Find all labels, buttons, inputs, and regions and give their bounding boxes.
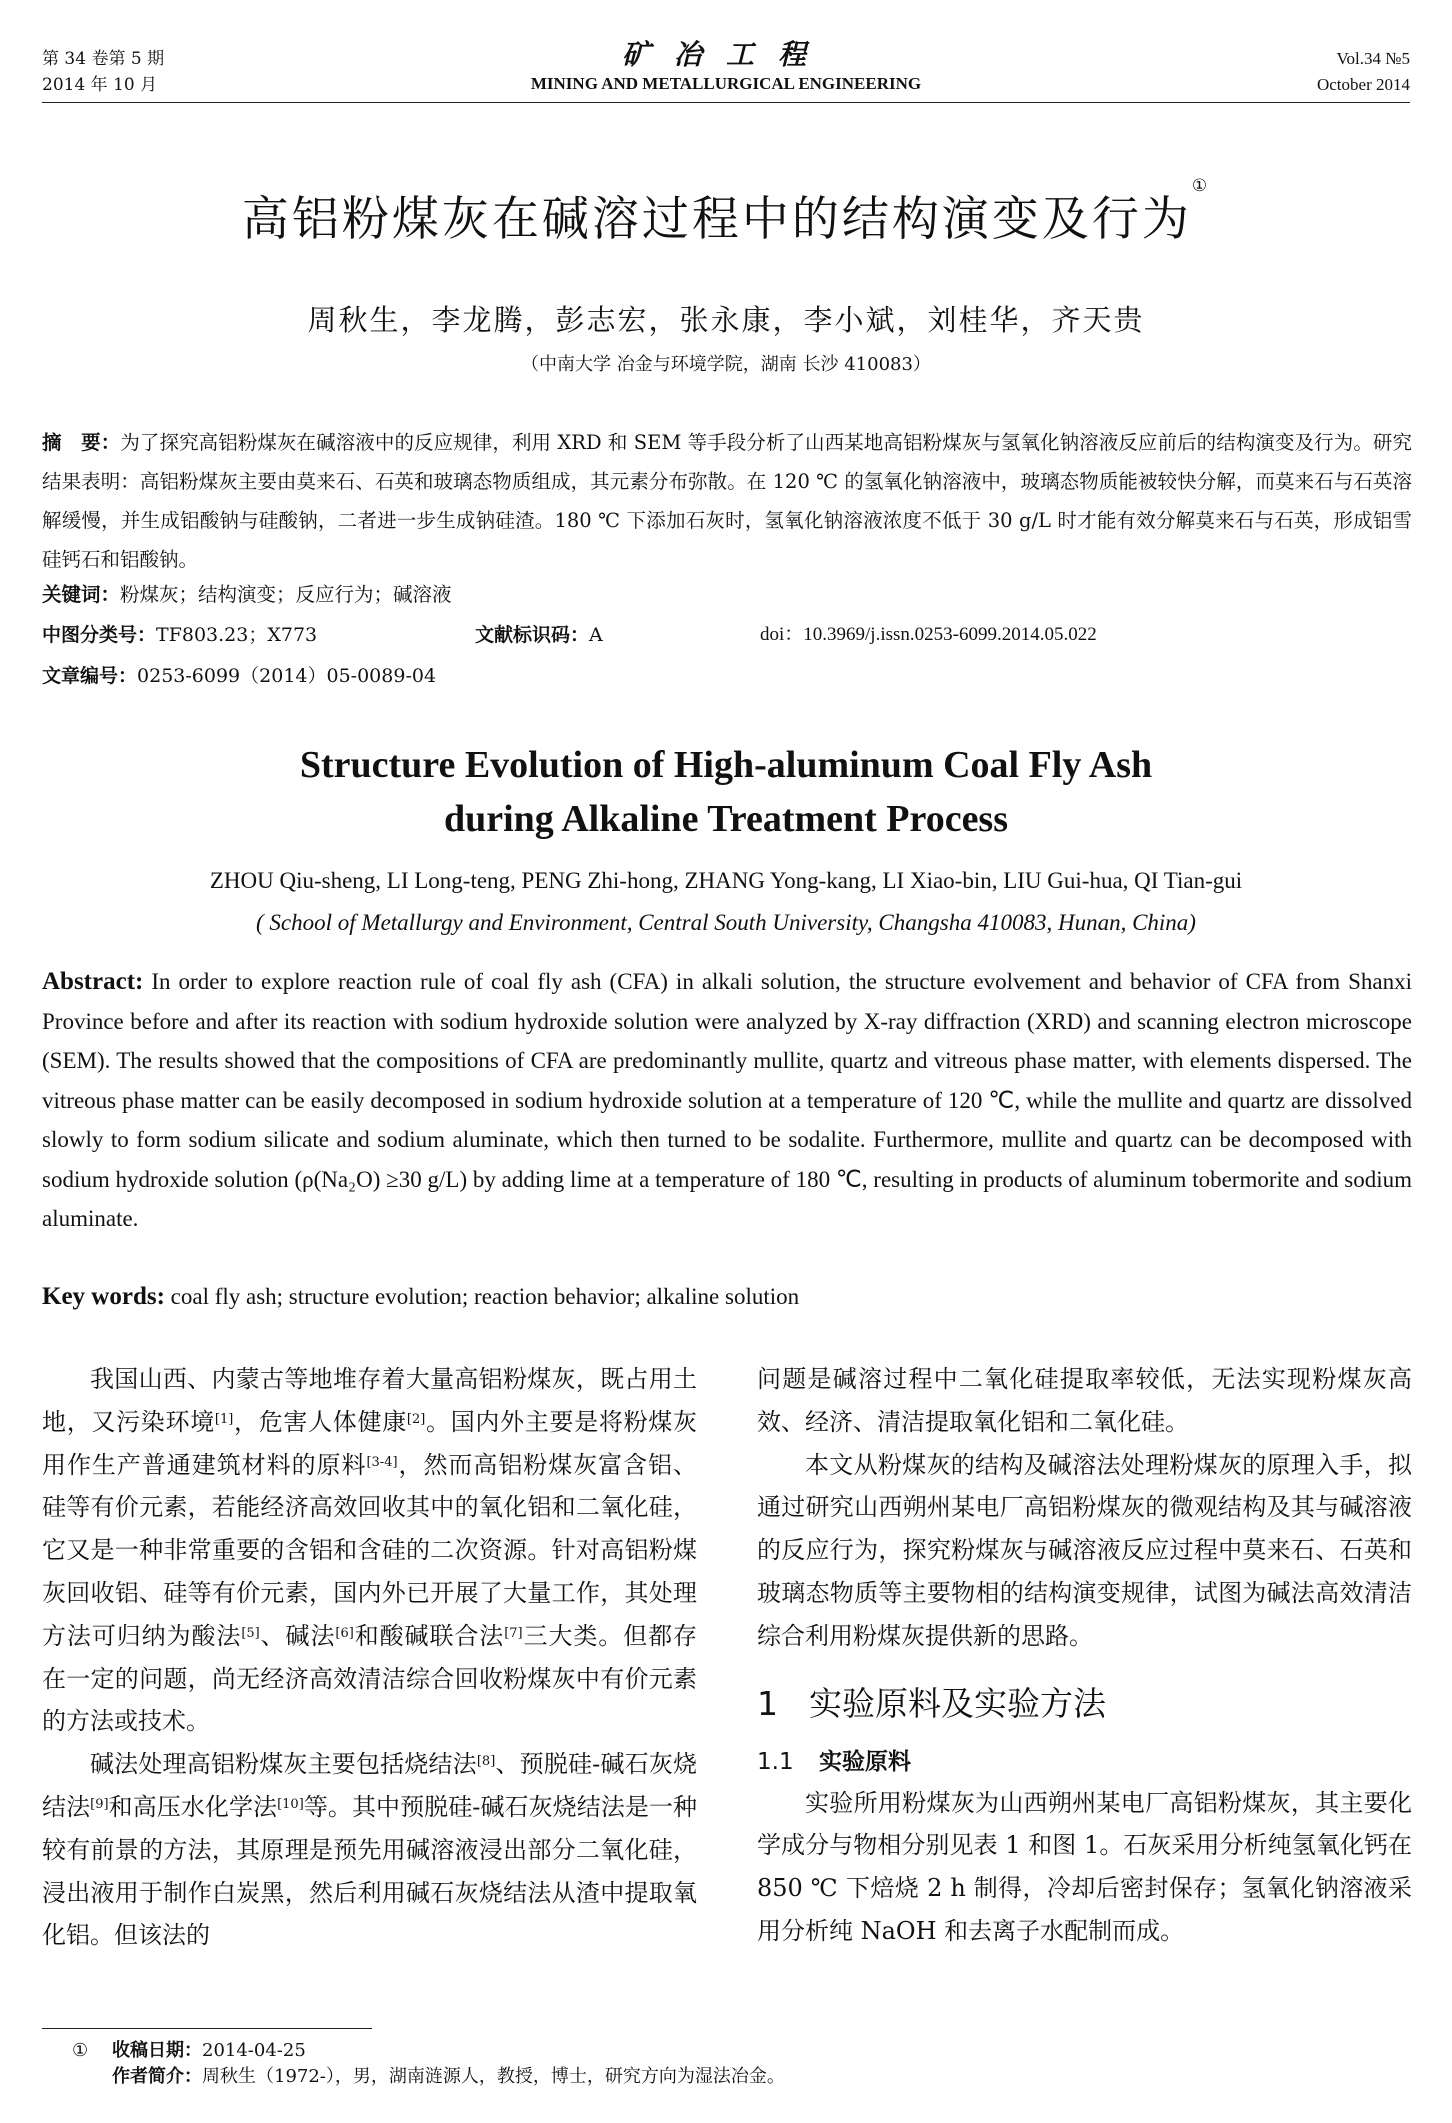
footnote-mark: ① — [72, 2040, 89, 2061]
section-heading — [757, 1680, 1412, 1728]
keywords-cn-text: 粉煤灰；结构演变；反应行为；碱溶液 — [120, 583, 452, 606]
footnote-author — [72, 2064, 785, 2090]
body-text: 和酸碱联合法 — [353, 1621, 505, 1650]
header-right — [1317, 46, 1410, 98]
title-en-line2: during Alkaline Treatment Process — [443, 798, 1009, 840]
body-text: 我国山西、内蒙古等地堆存着大量高铝粉煤灰，既占用土地，又污染环境 — [42, 1365, 697, 1436]
keywords-en-text: coal fly ash; structure evolution; reaction behavior; alkaline solution — [170, 1284, 800, 1309]
title-en-line1: Structure Evolution of High-aluminum Coal Fly Ash — [299, 744, 1153, 786]
clc-number — [42, 620, 317, 650]
article-value: 0253-6099（2014）05-0089-04 — [137, 665, 437, 687]
doi: doi：10.3969/j.issn.0253-6099.2014.05.022 — [760, 624, 1097, 645]
date-en: October 2014 — [1316, 75, 1410, 94]
citation: [5] — [241, 1625, 260, 1641]
keywords-en — [42, 1282, 1412, 1312]
body-text: ，危害人体健康 — [233, 1407, 407, 1436]
body-column-left — [42, 1358, 697, 1957]
doc-value: A — [589, 624, 603, 646]
subsection-title: 实验原料 — [819, 1748, 911, 1775]
title-footnote-mark: ① — [1191, 176, 1211, 196]
abstract-en-text: In order to explore reaction rule of coal fly ash (CFA) in alkali solution, the structure evolvement and behavior of CFA from Shanxi Province before and after its reaction with sodium hydroxide solution were analyzed by X-ray diffraction (XRD) and scanning electron microscope (SEM). The results showed that the compositions of CFA are predominantly mullite, quartz and vitreous phase matter, with elements dispersed. The vitreous phase matter can be easily decomposed in sodium hydroxide solution at a temperature of 120 ℃, while the mullite and quartz are dissolved slowly to form sodium silicate and sodium aluminate, which then turned to be sodalite. Furthermore, mullite and quartz can be decomposed with sodium hydroxide solution (ρ(Na₂O) ≥30 g/L) by adding lime at a temperature of 180 ℃, resulting in products of aluminum tobermorite and sodium aluminate. — [42, 969, 1412, 1231]
abstract-cn — [42, 423, 1412, 579]
keywords-cn-label: 关键词： — [42, 583, 121, 606]
section-number: 1 — [757, 1683, 778, 1723]
journal-name-en: MINING AND METALLURGICAL ENGINEERING — [530, 74, 922, 93]
abstract-en — [42, 962, 1412, 1239]
body-text: 三大类。但都存在一定的问题，尚无经济高效清洁综合回收粉煤灰中有价元素的方法或技术。 — [42, 1621, 698, 1736]
footnote-divider — [42, 2028, 372, 2029]
body-column-right — [757, 1358, 1412, 1953]
title-cn-text: 高铝粉煤灰在碱溶过程中的结构演变及行为 — [241, 192, 1192, 247]
body-text: 、碱法 — [259, 1621, 336, 1650]
citation: [1] — [214, 1411, 234, 1427]
keywords-en-label: Key words: — [42, 1283, 165, 1310]
citation: [3-4] — [366, 1454, 398, 1470]
body-text: ，然而高铝粉煤灰富含铝、硅等有价元素，若能经济高效回收其中的氧化铝和二氧化硅，它又是一种非常重要的含铝和含硅的二次资源。针对高铝粉煤灰回收铝、硅等有价元素，国内外已开展了大量工作，其处理方法可归纳为酸法 — [42, 1450, 698, 1650]
volume-en: Vol.34 №5 — [1336, 49, 1410, 68]
body-text: 和高压水化学法 — [108, 1792, 278, 1821]
body-paragraph — [42, 1743, 697, 1957]
affiliation-en: ( School of Metallurgy and Environment, Central South University, Changsha 410083, Hunan, China) — [256, 910, 1196, 935]
abstract-cn-text: 为了探究高铝粉煤灰在碱溶液中的反应规律，利用 XRD 和 SEM 等手段分析了山西某地高铝粉煤灰与氢氧化钠溶液反应前后的结构演变及行为。研究结果表明：高铝粉煤灰主要由莫来石、石英和玻璃态物质组成，其元素分布弥散。在 120 ℃ 的氢氧化钠溶液中，玻璃态物质能被较快分解，而莫来石与石英溶解缓慢，并生成铝酸钠与硅酸钠，二者进一步生成钠硅渣。180 ℃ 下添加石灰时，氢氧化钠溶液浓度不低于 30 g/L 时才能有效分解莫来石与石英，形成铝雪硅钙石和铝酸钠。 — [42, 431, 1412, 571]
body-text: 。国内外主要是将粉煤灰用作生产普通建筑材料的原料 — [42, 1407, 698, 1479]
citation: [9] — [90, 1796, 109, 1812]
subsection-heading — [757, 1742, 1412, 1782]
received-label: 收稿日期： — [112, 2040, 202, 2061]
citation: [10] — [277, 1796, 304, 1812]
body-text: 碱法处理高铝粉煤灰主要包括烧结法 — [90, 1750, 477, 1779]
body-paragraph: 问题是碱溶过程中二氧化硅提取率较低，无法实现粉煤灰高效、经济、清洁提取氧化铝和二氧化硅。 — [757, 1365, 1412, 1436]
keywords-cn — [42, 580, 1412, 610]
abstract-en-label: Abstract: — [42, 968, 144, 995]
doc-label: 文献标识码： — [475, 624, 590, 646]
header-divider — [42, 102, 1410, 103]
body-text: 等。其中预脱硅-碱石灰烧结法是一种较有前景的方法，其原理是预先用碱溶液浸出部分二氧化硅，浸出液用于制作白炭黑，然后利用碱石灰烧结法从渣中提取氧化铝。但该法的 — [42, 1792, 698, 1950]
title-cn — [0, 176, 1452, 249]
subsection-number: 1.1 — [757, 1748, 794, 1775]
citation: [8] — [476, 1754, 496, 1770]
authors-en: ZHOU Qiu-sheng, LI Long-teng, PENG Zhi-hong, ZHANG Yong-kang, LI Xiao-bin, LIU Gui-hua, QI Tian-gui — [209, 868, 1243, 893]
volume-cn: 第 34 卷第 5 期 — [42, 49, 165, 69]
article-number — [42, 661, 436, 691]
citation: [6] — [335, 1625, 354, 1641]
body-paragraph: 实验所用粉煤灰为山西朔州某电厂高铝粉煤灰，其主要化学成分与物相分别见表 1 和图 1。石灰采用分析纯氢氧化钙在 850 ℃ 下焙烧 2 h 制得，冷却后密封保存；氢氧化钠溶液采用分析纯 NaOH 和去离子水配制而成。 — [757, 1788, 1412, 1945]
authors-cn: 周秋生，李龙腾，彭志宏，张永康，李小斌，刘桂华，齐天贵 — [307, 303, 1145, 337]
received-value: 2014-04-25 — [202, 2040, 306, 2061]
abstract-cn-label: 摘 要： — [42, 431, 121, 454]
date-cn: 2014 年 10 月 — [42, 75, 158, 95]
body-paragraph — [42, 1358, 697, 1743]
section-title: 实验原料及实验方法 — [809, 1683, 1106, 1723]
body-paragraph: 本文从粉煤灰的结构及碱溶法处理粉煤灰的原理入手，拟通过研究山西朔州某电厂高铝粉煤灰的微观结构及其与碱溶液的反应行为，探究粉煤灰与碱溶液反应过程中莫来石、石英和玻璃态物质等主要物相的结构演变规律，试图为碱法高效清洁综合利用粉煤灰提供新的思路。 — [757, 1450, 1412, 1650]
header-left — [42, 46, 164, 98]
clc-value: TF803.23；X773 — [156, 624, 318, 646]
citation: [2] — [406, 1411, 426, 1427]
author-value: 周秋生（1972-），男，湖南涟源人，教授，博士，研究方向为湿法冶金。 — [202, 2066, 785, 2087]
affiliation-cn: （中南大学 冶金与环境学院，湖南 长沙 410083） — [521, 354, 931, 375]
document-code — [475, 620, 603, 650]
header-center — [450, 38, 1002, 96]
title-en — [0, 738, 1452, 846]
journal-name-cn: 矿冶工程 — [621, 38, 830, 71]
body-text: 、预脱硅-碱石灰烧结法 — [42, 1750, 697, 1821]
footnote — [72, 2038, 785, 2090]
footnote-received — [72, 2038, 785, 2064]
author-label: 作者简介： — [112, 2066, 202, 2087]
clc-label: 中图分类号： — [42, 624, 157, 646]
citation: [7] — [504, 1625, 523, 1641]
article-label: 文章编号： — [42, 665, 138, 687]
